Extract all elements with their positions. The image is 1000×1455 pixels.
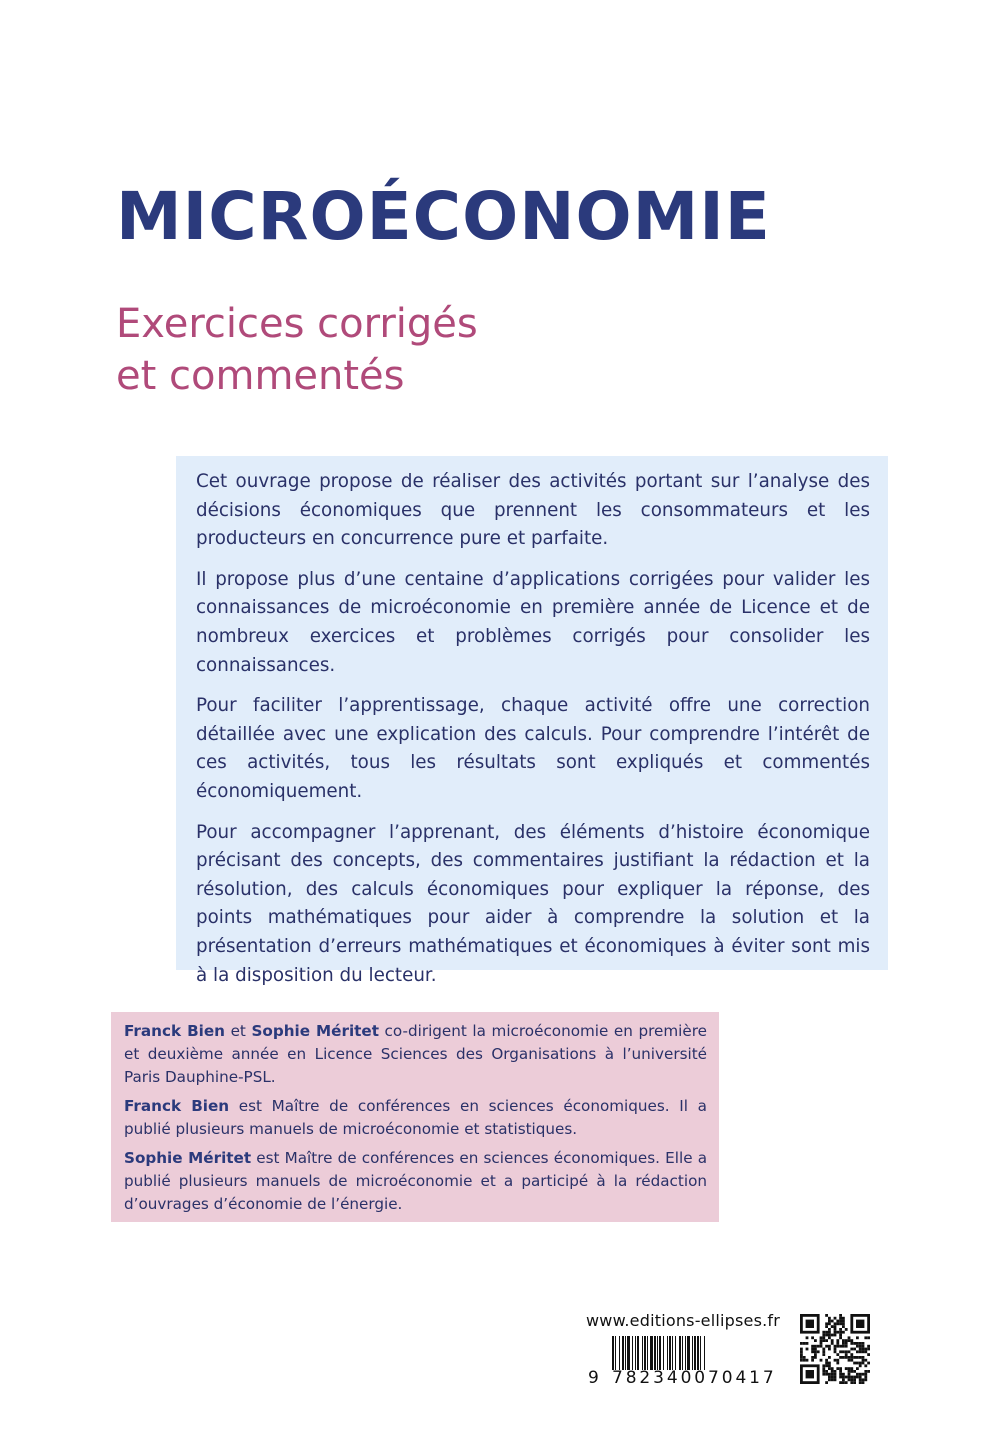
author-name: Sophie Méritet <box>124 1149 252 1167</box>
qr-module <box>864 1364 867 1367</box>
barcode-bar <box>679 1336 681 1370</box>
author-name: Sophie Méritet <box>251 1022 379 1040</box>
barcode-bar <box>650 1336 653 1370</box>
qr-module <box>848 1373 851 1376</box>
qr-module <box>856 1367 859 1370</box>
qr-module <box>814 1339 817 1342</box>
qr-module <box>839 1350 842 1353</box>
qr-module <box>825 1359 828 1362</box>
qr-module <box>848 1356 851 1359</box>
qr-module <box>828 1345 831 1348</box>
barcode-bar <box>704 1336 705 1370</box>
qr-module <box>848 1370 851 1373</box>
qr-module <box>850 1353 853 1356</box>
qr-code <box>800 1314 870 1384</box>
qr-module <box>845 1328 848 1331</box>
barcode-bars <box>588 1336 784 1370</box>
qr-module <box>862 1348 865 1351</box>
qr-module <box>828 1322 831 1325</box>
qr-module <box>825 1331 828 1334</box>
qr-module <box>831 1320 834 1323</box>
qr-module <box>842 1320 845 1323</box>
qr-module <box>817 1345 820 1348</box>
qr-module <box>853 1376 856 1379</box>
qr-module <box>867 1345 870 1348</box>
qr-module <box>839 1345 842 1348</box>
qr-module <box>848 1376 851 1379</box>
qr-module <box>828 1378 831 1381</box>
authors-paragraph-3 <box>124 1147 707 1216</box>
barcode-bar <box>694 1336 696 1370</box>
barcode-bar <box>625 1336 626 1370</box>
barcode-bar <box>663 1336 664 1370</box>
qr-module <box>856 1342 859 1345</box>
qr-module <box>825 1381 828 1384</box>
qr-module <box>842 1350 845 1353</box>
qr-module <box>839 1376 842 1379</box>
qr-module <box>848 1378 851 1381</box>
author-name: Franck Bien <box>124 1097 230 1115</box>
qr-module <box>839 1328 842 1331</box>
qr-module <box>814 1350 817 1353</box>
qr-module <box>834 1345 837 1348</box>
qr-module <box>845 1356 848 1359</box>
qr-module <box>803 1356 806 1359</box>
qr-module <box>822 1336 825 1339</box>
qr-module <box>806 1370 814 1378</box>
qr-module <box>864 1350 867 1353</box>
qr-module <box>822 1353 825 1356</box>
qr-module <box>845 1342 848 1345</box>
barcode-bar <box>667 1336 668 1370</box>
qr-module <box>848 1359 851 1362</box>
qr-module <box>825 1325 828 1328</box>
qr-module <box>839 1336 842 1339</box>
qr-module <box>800 1356 803 1359</box>
qr-module <box>862 1350 865 1353</box>
qr-module <box>853 1381 856 1384</box>
author-bio: est Maître de conférences en sciences économiques. Elle a publié plusieurs manuels de microéconomie et a participé à la rédaction d’ouvrages d’économie de l’énergie. <box>124 1149 708 1213</box>
qr-module <box>859 1345 862 1348</box>
qr-module <box>831 1370 834 1373</box>
qr-module <box>859 1378 862 1381</box>
barcode-bar <box>627 1336 630 1370</box>
qr-module <box>850 1370 853 1373</box>
barcode-bar <box>632 1336 633 1370</box>
qr-module <box>834 1328 837 1331</box>
qr-module <box>828 1356 831 1359</box>
description-paragraph-3: Pour faciliter l’apprentissage, chaque activité offre une correction détaillée avec une explication des calculs. Pour comprendre l’intérêt de ces activités, tous les résultats sont expliqués et commentés économiquement. <box>196 695 870 802</box>
qr-module <box>864 1370 867 1373</box>
qr-module <box>862 1378 865 1381</box>
qr-module <box>803 1342 806 1345</box>
qr-module <box>862 1362 865 1365</box>
qr-module <box>848 1350 851 1353</box>
qr-module <box>850 1378 853 1381</box>
qr-module <box>859 1381 862 1384</box>
qr-module <box>828 1373 831 1376</box>
barcode-bar <box>644 1336 646 1370</box>
barcode-bar <box>642 1336 643 1370</box>
qr-module <box>836 1353 839 1356</box>
qr-module <box>853 1370 856 1373</box>
qr-module <box>825 1370 828 1373</box>
qr-module <box>828 1376 831 1379</box>
qr-module <box>853 1362 856 1365</box>
qr-module <box>820 1359 823 1362</box>
qr-module <box>831 1373 834 1376</box>
qr-module <box>839 1334 842 1337</box>
qr-module <box>850 1339 853 1342</box>
qr-module <box>834 1370 837 1373</box>
qr-module <box>811 1348 814 1351</box>
barcode-bar <box>687 1336 690 1370</box>
barcode-bar <box>697 1336 699 1370</box>
barcode-bar <box>647 1336 648 1370</box>
qr-module <box>856 1350 859 1353</box>
qr-module <box>834 1331 837 1334</box>
qr-module <box>856 1345 859 1348</box>
authors-paragraph-2 <box>124 1095 707 1141</box>
qr-module <box>836 1331 839 1334</box>
book-title: MICROÉCONOMIE <box>116 178 771 255</box>
qr-module <box>856 1356 859 1359</box>
qr-module <box>811 1350 814 1353</box>
qr-module <box>842 1317 845 1320</box>
qr-module <box>822 1364 825 1367</box>
qr-module <box>814 1345 817 1348</box>
qr-module <box>814 1348 817 1351</box>
qr-module <box>842 1345 845 1348</box>
qr-module <box>839 1356 842 1359</box>
barcode-bar <box>692 1336 693 1370</box>
qr-module <box>842 1342 845 1345</box>
qr-module <box>845 1381 848 1384</box>
qr-module <box>822 1367 825 1370</box>
qr-module <box>831 1334 834 1337</box>
publisher-website: www.editions-ellipses.fr <box>586 1311 781 1330</box>
qr-module <box>806 1348 809 1351</box>
barcode-bar <box>700 1336 701 1370</box>
barcode-bar <box>612 1336 614 1370</box>
subtitle-line-1: Exercices corrigés <box>116 301 478 347</box>
barcode-bar <box>685 1336 686 1370</box>
qr-module <box>845 1353 848 1356</box>
qr-module <box>834 1359 837 1362</box>
qr-module <box>800 1359 803 1362</box>
qr-module <box>822 1334 825 1337</box>
qr-module <box>862 1359 865 1362</box>
qr-module <box>820 1339 823 1342</box>
qr-module <box>862 1356 865 1359</box>
qr-module <box>859 1376 862 1379</box>
qr-module <box>862 1373 865 1376</box>
qr-module <box>825 1345 828 1348</box>
qr-module <box>836 1359 839 1362</box>
qr-module <box>845 1376 848 1379</box>
qr-module <box>831 1367 834 1370</box>
qr-module <box>839 1331 842 1334</box>
qr-module <box>853 1378 856 1381</box>
qr-module <box>842 1373 845 1376</box>
qr-module <box>839 1373 842 1376</box>
qr-module <box>834 1373 837 1376</box>
qr-module <box>842 1322 845 1325</box>
qr-module <box>800 1350 803 1353</box>
qr-module <box>836 1342 839 1345</box>
qr-module <box>864 1348 867 1351</box>
qr-module <box>859 1348 862 1351</box>
qr-module <box>850 1376 853 1379</box>
barcode-bar <box>654 1336 656 1370</box>
barcode-bar <box>675 1336 676 1370</box>
qr-module <box>822 1331 825 1334</box>
qr-module <box>836 1345 839 1348</box>
qr-module <box>825 1362 828 1365</box>
qr-module <box>831 1325 834 1328</box>
authors-paragraph-1 <box>124 1020 707 1089</box>
qr-module <box>836 1322 839 1325</box>
qr-module <box>842 1378 845 1381</box>
qr-module <box>834 1334 837 1337</box>
qr-module <box>845 1367 848 1370</box>
qr-module <box>825 1339 828 1342</box>
qr-module <box>806 1320 814 1328</box>
qr-module <box>839 1381 842 1384</box>
qr-module <box>831 1376 834 1379</box>
barcode-bar <box>657 1336 658 1370</box>
qr-module <box>842 1331 845 1334</box>
qr-module <box>850 1367 853 1370</box>
qr-module <box>853 1342 856 1345</box>
qr-module <box>814 1353 817 1356</box>
qr-module <box>836 1362 839 1365</box>
barcode-bar <box>635 1336 636 1370</box>
qr-module <box>856 1320 864 1328</box>
qr-module <box>864 1378 867 1381</box>
qr-module <box>856 1362 859 1365</box>
qr-module <box>867 1362 870 1365</box>
qr-module <box>822 1339 825 1342</box>
qr-module <box>828 1320 831 1323</box>
qr-module <box>864 1336 867 1339</box>
qr-module <box>859 1362 862 1365</box>
author-conjunction: et <box>225 1022 252 1040</box>
qr-module <box>822 1348 825 1351</box>
qr-module <box>828 1348 831 1351</box>
qr-module <box>822 1370 825 1373</box>
qr-module <box>867 1370 870 1373</box>
barcode-bar <box>637 1336 639 1370</box>
qr-module <box>828 1336 831 1339</box>
qr-module <box>856 1376 859 1379</box>
qr-module <box>811 1345 814 1348</box>
qr-module <box>848 1336 851 1339</box>
qr-module <box>859 1356 862 1359</box>
barcode-bar <box>672 1336 673 1370</box>
barcode-bar <box>622 1336 624 1370</box>
qr-module <box>864 1376 867 1379</box>
qr-module <box>839 1367 842 1370</box>
description-box <box>176 456 888 986</box>
barcode-bar <box>619 1336 620 1370</box>
qr-module <box>836 1320 839 1323</box>
qr-module <box>862 1345 865 1348</box>
qr-module <box>834 1322 837 1325</box>
qr-module <box>862 1342 865 1345</box>
qr-module <box>842 1325 845 1328</box>
book-subtitle <box>116 298 478 402</box>
barcode-bar <box>682 1336 683 1370</box>
qr-module <box>806 1342 809 1345</box>
qr-module <box>834 1376 837 1379</box>
qr-module <box>859 1373 862 1376</box>
qr-module <box>834 1378 837 1381</box>
qr-module <box>834 1317 837 1320</box>
qr-module <box>806 1359 809 1362</box>
isbn-first-digit: 9 <box>588 1368 599 1388</box>
qr-module <box>845 1339 848 1342</box>
qr-module <box>800 1348 803 1351</box>
qr-module <box>859 1342 862 1345</box>
qr-module <box>839 1314 842 1317</box>
qr-module <box>842 1356 845 1359</box>
qr-module <box>825 1322 828 1325</box>
qr-module <box>820 1345 823 1348</box>
qr-module <box>814 1356 817 1359</box>
qr-module <box>853 1348 856 1351</box>
qr-module <box>864 1373 867 1376</box>
qr-module <box>828 1328 831 1331</box>
qr-module <box>817 1350 820 1353</box>
author-bio: est Maître de conférences en sciences économiques. Il a publié plusieurs manuels de microéconomie et statistiques. <box>124 1097 707 1138</box>
barcode-bar <box>659 1336 661 1370</box>
qr-module <box>839 1322 842 1325</box>
qr-module <box>803 1359 806 1362</box>
qr-module <box>845 1345 848 1348</box>
qr-module <box>822 1350 825 1353</box>
qr-module <box>864 1359 867 1362</box>
description-paragraph-2: Il propose plus d’une centaine d’applications corrigées pour valider les connaissances de microéconomie en première année de Licence et de nombreux exercices et problèmes corrigés pour consolider les connaissances. <box>196 568 870 676</box>
author-name: Franck Bien <box>124 1022 225 1040</box>
subtitle-line-2: et commentés <box>116 353 405 399</box>
qr-module <box>828 1364 831 1367</box>
qr-module <box>839 1370 842 1373</box>
qr-module <box>839 1320 842 1323</box>
qr-module <box>856 1373 859 1376</box>
qr-module <box>862 1381 865 1384</box>
qr-module <box>800 1353 803 1356</box>
qr-module <box>836 1339 839 1342</box>
qr-module <box>831 1339 834 1342</box>
qr-module <box>859 1350 862 1353</box>
description-paragraph-4: Pour accompagner l’apprenant, des éléments d’histoire économique précisant des concepts, des commentaires justifiant la rédaction et la résolution, des calculs économiques pour expliquer la réponse, des points mathématiques pour aider à comprendre la solution et la présentation d’erreurs mathématiques et économiques à éviter sont mis à la disposition du lecteur. <box>196 821 870 986</box>
qr-module <box>836 1367 839 1370</box>
qr-module <box>850 1356 853 1359</box>
qr-module <box>825 1373 828 1376</box>
qr-module <box>834 1350 837 1353</box>
qr-module <box>845 1350 848 1353</box>
qr-module <box>825 1314 828 1317</box>
qr-module <box>828 1317 831 1320</box>
qr-module <box>839 1317 842 1320</box>
qr-module <box>850 1359 853 1362</box>
qr-module <box>859 1364 862 1367</box>
qr-module <box>850 1381 853 1384</box>
qr-module <box>825 1364 828 1367</box>
qr-module <box>820 1342 823 1345</box>
qr-module <box>856 1336 859 1339</box>
qr-module <box>834 1325 837 1328</box>
qr-module <box>848 1339 851 1342</box>
qr-module <box>850 1348 853 1351</box>
qr-module <box>811 1359 814 1362</box>
qr-module <box>842 1376 845 1379</box>
barcode-bar <box>615 1336 616 1370</box>
qr-module <box>831 1378 834 1381</box>
qr-module <box>842 1381 845 1384</box>
qr-module <box>811 1356 814 1359</box>
qr-module <box>828 1334 831 1337</box>
barcode-bar <box>669 1336 671 1370</box>
authors-text: co-dirigent la microéconomie en première et deuxième année en Licence Sciences des Organisations à l’université Paris Dauphine-PSL. <box>124 1022 707 1086</box>
qr-module <box>834 1348 837 1351</box>
qr-module <box>828 1331 831 1334</box>
qr-module <box>825 1334 828 1337</box>
description-paragraph-1: Cet ouvrage propose de réaliser des activités portant sur l’analyse des décisions économiques que prennent les consommateurs et les producteurs en concurrence pure et parfaite. <box>196 471 870 550</box>
qr-module <box>828 1362 831 1365</box>
isbn-digits: 782340070417 <box>612 1368 777 1388</box>
qr-module <box>842 1339 845 1342</box>
qr-module <box>867 1348 870 1351</box>
qr-module <box>850 1342 853 1345</box>
qr-module <box>800 1342 803 1345</box>
qr-module <box>822 1373 825 1376</box>
qr-module <box>867 1353 870 1356</box>
qr-module <box>853 1356 856 1359</box>
qr-module <box>806 1336 809 1339</box>
qr-module <box>828 1367 831 1370</box>
qr-module <box>831 1342 834 1345</box>
authors-box <box>111 1012 719 1222</box>
qr-module <box>867 1336 870 1339</box>
qr-module <box>820 1336 823 1339</box>
qr-module <box>848 1367 851 1370</box>
qr-module <box>811 1336 814 1339</box>
